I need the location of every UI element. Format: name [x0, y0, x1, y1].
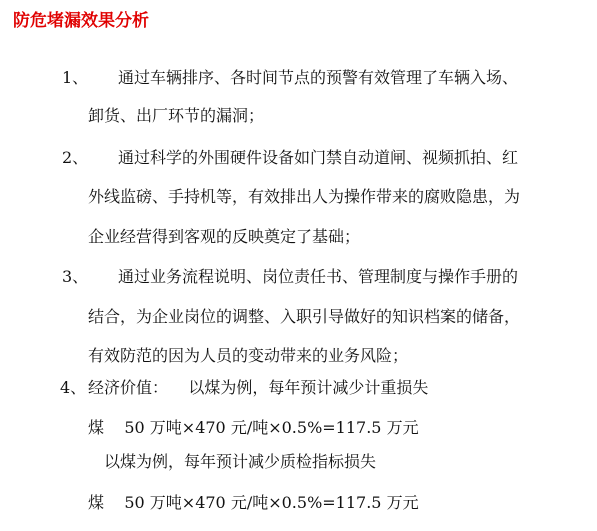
item-1-line-2: 卸货、出厂环节的漏洞； — [88, 106, 265, 125]
item-1-number: 1、 — [62, 68, 89, 87]
item-2-line-1: 通过科学的外围硬件设备如门禁自动道闸、视频抓拍、红 — [118, 148, 519, 167]
coal-quality-loss-calculation: 煤 50 万吨×470 元/吨×0.5%=117.5 万元 — [88, 493, 419, 512]
item-2-line-3: 企业经营得到客观的反映奠定了基础； — [88, 227, 361, 246]
item-1-line-1: 通过车辆排序、各时间节点的预警有效管理了车辆入场、 — [118, 68, 519, 87]
quality-loss-intro: 以煤为例，每年预计减少质检指标损失 — [104, 452, 377, 471]
item-3-line-2: 结合，为企业岗位的调整、入职引导做好的知识档案的储备， — [88, 307, 521, 326]
page-title: 防危堵漏效果分析 — [13, 11, 149, 31]
item-2-number: 2、 — [62, 148, 89, 167]
item-3-line-3: 有效防范的因为人员的变动带来的业务风险； — [88, 346, 409, 365]
item-3-number: 3、 — [62, 267, 89, 286]
item-2-line-2: 外线监磅、手持机等，有效排出人为操作带来的腐败隐患，为 — [88, 187, 521, 206]
item-4-line-1: 经济价值： 以煤为例，每年预计减少计重损失 — [88, 378, 429, 397]
coal-weight-loss-calculation: 煤 50 万吨×470 元/吨×0.5%=117.5 万元 — [88, 418, 419, 437]
item-4-number: 4、 — [60, 378, 87, 397]
item-3-line-1: 通过业务流程说明、岗位责任书、管理制度与操作手册的 — [118, 267, 519, 286]
